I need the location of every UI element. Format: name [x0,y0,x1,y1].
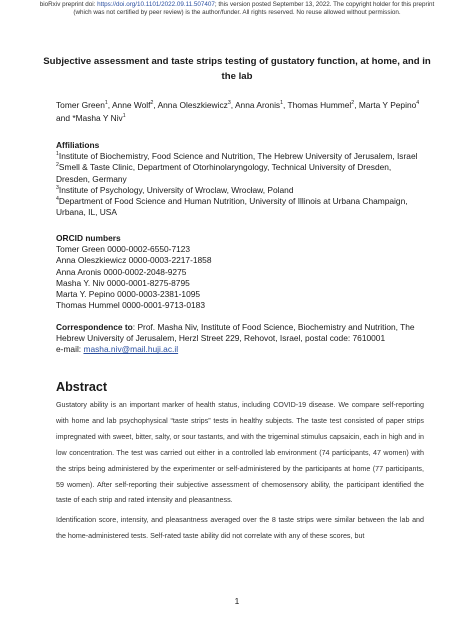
affiliations-heading: Affiliations [56,140,100,150]
authors-and: and [56,112,70,123]
orcid-item: Marta Y. Pepino 0000-0003-2381-1095 [56,289,201,300]
affiliation-item: $^3$Institute of Psychology, University of Wroclaw, Wrocław, Poland [56,184,294,195]
abstract-body [56,398,424,545]
correspondence-label: Correspondence to [56,322,133,332]
correspondence-text: Correspondence to: Prof. Masha Niv, Institute of Food Science, Biochemistry and Nutrition, The Hebrew University of Jerusalem, Herzl Street 229, Rehovot, Israel, postal code: 7610001 [56,322,415,344]
orcid-item: Anna Oleszkiewicz 0000-0003-2217-1858 [56,255,212,266]
author: Marta Y Pepino$^4$ [358,100,420,110]
email-link[interactable]: masha.niv@mail.huji.ac.il [83,344,179,355]
preprint-notice-line1: bioRxiv preprint doi: https://doi.org/10.1101/2022.09.11.507407; this version posted September 13, 2022. The copyright holder for this preprint [39,1,435,8]
author: Tomer Green$^1$ [56,100,108,110]
abstract-paragraph: Gustatory ability is an important marker of health status, including COVID-19 disease. We compare self-reporting with home and lab psychophysical “taste strips” tests in healthy subjects. The taste test consisted of paper strips impregnated with sweet, bitter, salty, or sour tastants, and with the trigeminal stimulus capsaicin, each in high and in low concentration. The test was carried out either in a controlled lab environment (74 participants, 47 women) with the strips being administered by the experimenter or self-administered by the participants at home (77 participants, 59 women). After self-reporting their subjective assessment of chemosensory ability, the participant identified the taste of each strip and rated intensity and pleasantness. [56,401,424,505]
affiliation-item: $^2$Smell & Taste Clinic, Department of Otorhinolaryngology, Technical University of Dresden, Dresden, Germany [56,162,392,184]
preprint-notice-line2: (which was not certified by peer review) is the author/funder. All rights reserved. No reuse allowed without permission. [73,9,401,17]
abstract-heading: Abstract [56,380,108,394]
abstract-paragraph: Identification score, intensity, and pleasantness averaged over the 8 taste strips were similar between the lab and the home-administered tests. Self-rated taste ability did not correlate with any of these scores, but [56,516,424,541]
preprint-notice [0,1,474,17]
author: Anna Oleszkiewicz$^3$ [157,100,231,110]
affiliation-item: $^1$Institute of Biochemistry, Food Science and Nutrition, The Hebrew University of Jerusalem, Israel [56,151,418,162]
author: Anna Aronis$^1$ [234,100,284,110]
correspondence-email: e-mail: masha.niv@mail.huji.ac.il [56,344,179,355]
author: Thomas Hummel$^2$ [287,100,355,110]
orcid-item: Tomer Green 0000-0002-6550-7123 [56,244,191,255]
orcid-item: Masha Y. Niv 0000-0001-8275-8795 [56,277,190,288]
correspondence-section [56,322,424,356]
affiliations-section [56,140,424,218]
orcid-item: Thomas Hummel 0000-0001-9713-0183 [56,300,205,311]
orcid-heading: ORCID numbers [56,233,121,243]
paper-title: Subjective assessment and taste strips testing of gustatory function, at home, and in the lab [43,56,431,82]
orcid-section [56,233,424,311]
affiliation-item: $^4$Department of Food Science and Human Nutrition, University of Illinois at Urbana Champaign, Urbana, IL, USA [56,196,408,218]
author: Anne Wolf$^2$ [111,100,154,110]
doi-link[interactable]: https://doi.org/10.1101/2022.09.11.507407 [97,1,215,8]
page-number: 1 [234,596,240,606]
author-list: Tomer Green$^1$, Anne Wolf$^2$, Anna Oleszkiewicz$^3$, Anna Aronis$^1$, Thomas Hummel$^2$, Marta Y Pepino$^4$ and *Masha Y Niv$^1$ [56,100,420,123]
author: *Masha Y Niv$^1$ [72,112,126,123]
orcid-item: Anna Aronis 0000-0002-2048-9275 [56,266,187,277]
